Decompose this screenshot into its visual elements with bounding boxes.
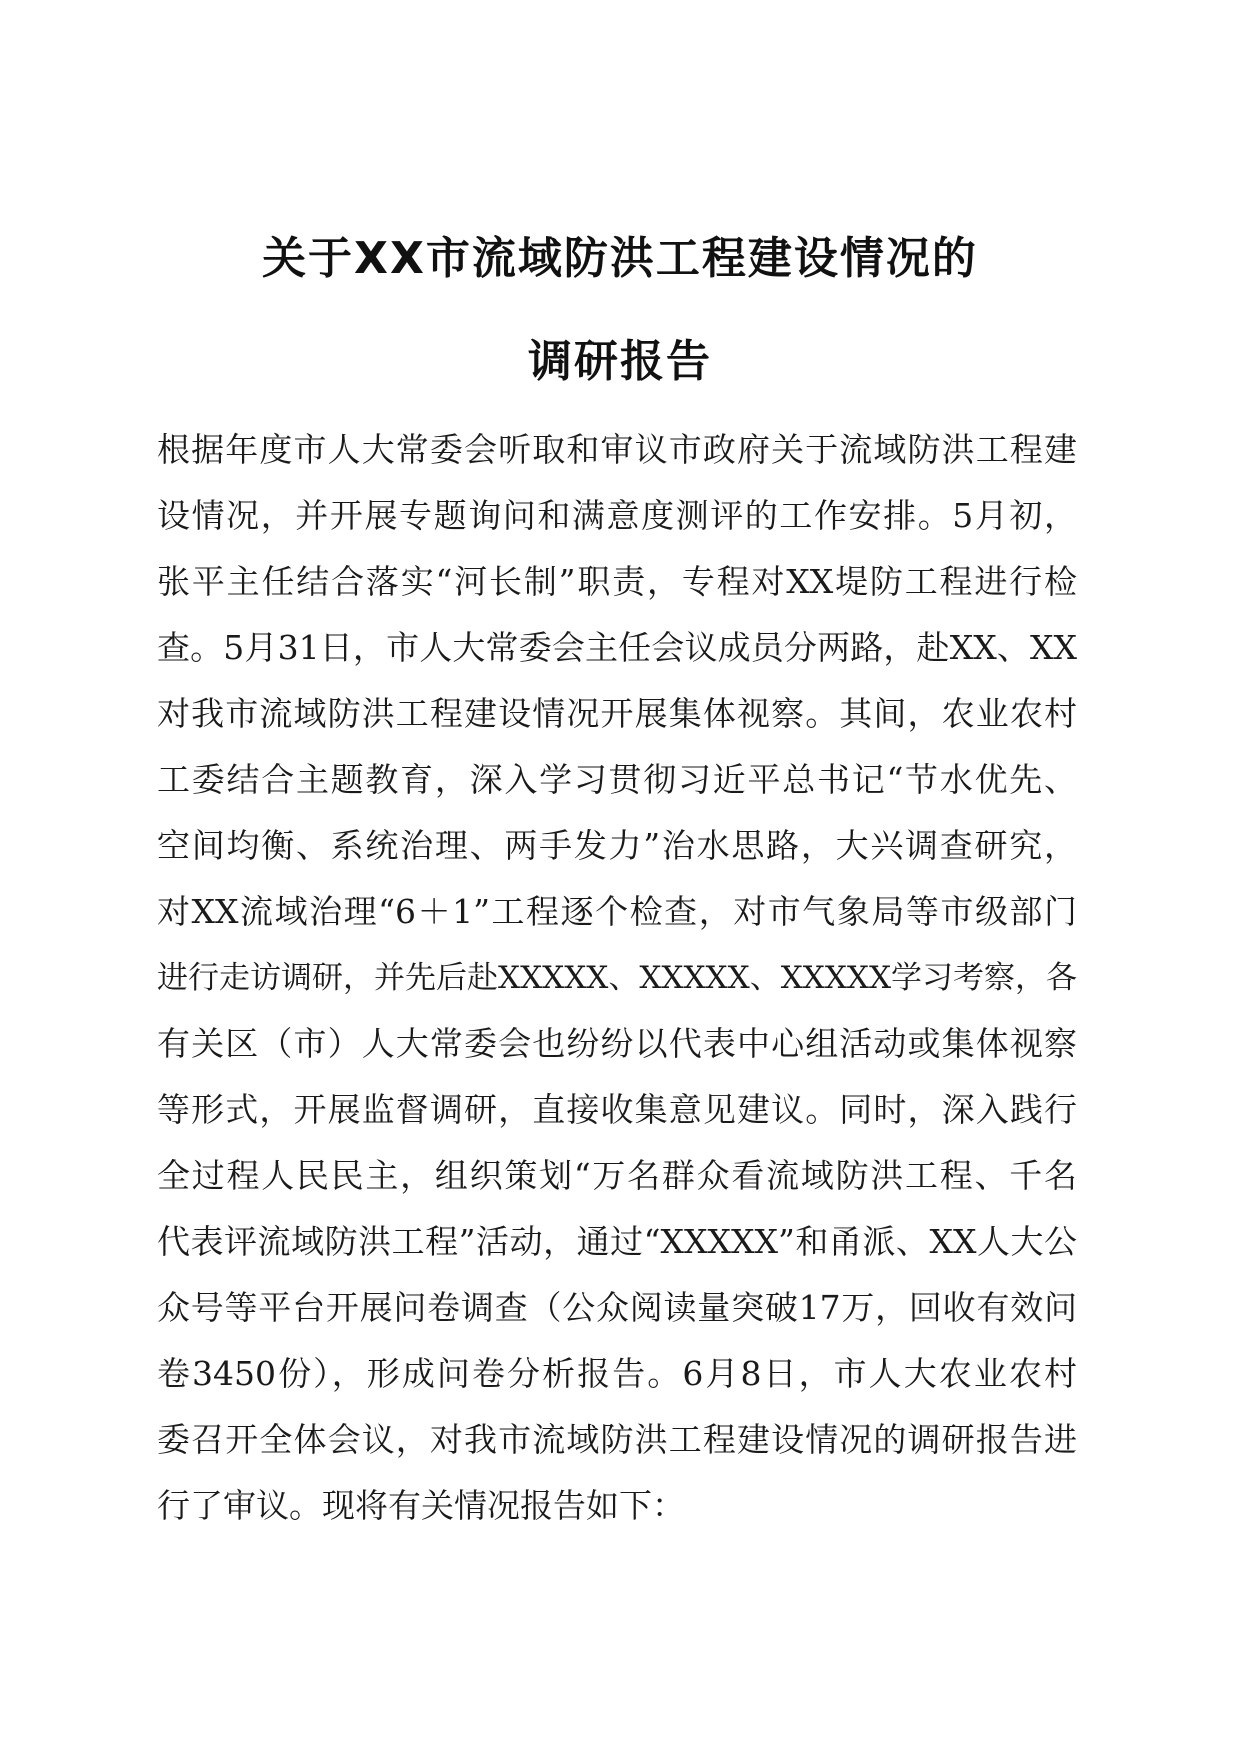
paragraph-line: 对我市流域防洪工程建设情况开展集体视察。其间，农业农村 (157, 694, 1077, 733)
paragraph-line: 众号等平台开展问卷调查（公众阅读量突破17万，回收有效问 (157, 1288, 1077, 1327)
paragraph-line-last: 行了审议。现将有关情况报告如下： (157, 1486, 685, 1525)
paragraph-line: 根据年度市人大常委会听取和审议市政府关于流域防洪工程建 (157, 430, 1077, 469)
paragraph-line: 有关区（市）人大常委会也纷纷以代表中心组活动或集体视察 (157, 1024, 1077, 1063)
document-title-line-1: 关于XX市流域防洪工程建设情况的 (262, 233, 978, 284)
paragraph-line: 空间均衡、系统治理、两手发力”治水思路，大兴调查研究， (157, 826, 1077, 865)
paragraph-line: 卷3450份），形成问卷分析报告。6月8日，市人大农业农村 (157, 1354, 1077, 1393)
paragraph-line: 对XX流域治理“6＋1”工程逐个检查，对市气象局等市级部门 (157, 892, 1077, 931)
paragraph-line: 张平主任结合落实“河长制”职责，专程对XX堤防工程进行检 (157, 562, 1077, 601)
paragraph-line: 设情况，并开展专题询问和满意度测评的工作安排。5月初， (157, 496, 1077, 535)
paragraph-line: 进行走访调研，并先后赴XXXXX、XXXXX、XXXXX学习考察，各 (157, 960, 1078, 996)
paragraph-line: 工委结合主题教育，深入学习贯彻习近平总书记“节水优先、 (157, 760, 1077, 799)
paragraph-line: 代表评流域防洪工程”活动，通过“XXXXX”和甬派、XX人大公 (157, 1222, 1077, 1261)
paragraph-line: 等形式，开展监督调研，直接收集意见建议。同时，深入践行 (157, 1090, 1077, 1129)
paragraph-line: 全过程人民民主，组织策划“万名群众看流域防洪工程、千名 (157, 1156, 1077, 1195)
paragraph-line: 查。5月31日，市人大常委会主任会议成员分两路，赴XX、XX (157, 628, 1077, 667)
paragraph-line: 委召开全体会议，对我市流域防洪工程建设情况的调研报告进 (157, 1420, 1077, 1459)
document-title-line-2: 调研报告 (528, 336, 712, 387)
